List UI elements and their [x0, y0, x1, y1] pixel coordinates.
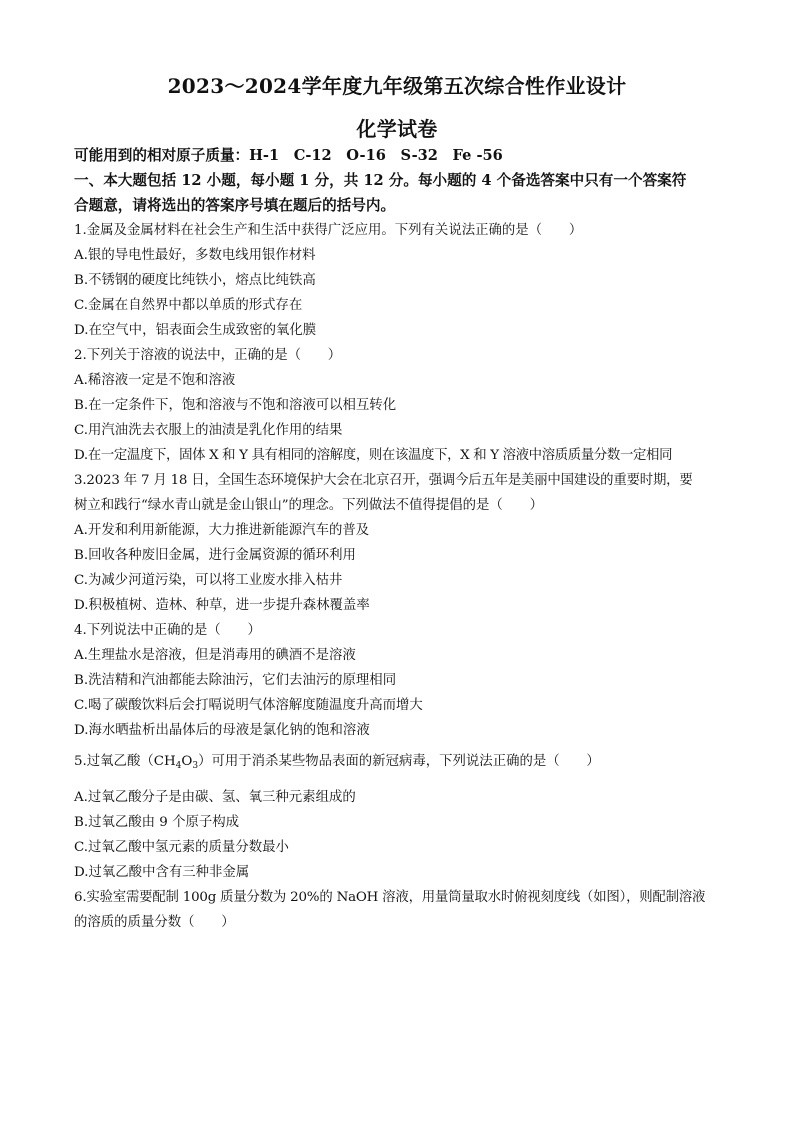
question-4-option-c: C.喝了碳酸饮料后会打嗝说明气体溶解度随温度升高而增大	[74, 698, 423, 713]
question-5-option-c: C.过氧乙酸中氢元素的质量分数最小	[74, 840, 289, 855]
section-instructions-line1: 一、本大题包括 12 小题，每小题 1 分，共 12 分。每小题的 4 个备选答案中只有一个答案符	[74, 172, 687, 189]
question-5-stem-prefix: 5.过氧乙酸（CH	[74, 754, 176, 769]
question-3-option-a: A.开发和利用新能源，大力推进新能源汽车的普及	[74, 523, 370, 538]
atomic-mass-note: 可能用到的相对原子质量：H-1 C-12 O-16 S-32 Fe -56	[74, 147, 503, 164]
question-1-option-a: A.银的导电性最好，多数电线用银作材料	[74, 248, 316, 263]
question-4-option-d: D.海水晒盐析出晶体后的母液是氯化钠的饱和溶液	[74, 723, 370, 738]
subject-title: 化学试卷	[356, 117, 438, 141]
question-6-stem-line2: 的溶质的质量分数（ ）	[74, 915, 235, 930]
question-5-stem-oxygen: O	[181, 754, 193, 769]
question-5-stem	[74, 752, 600, 776]
question-3-option-c: C.为减少河道污染，可以将工业废水排入枯井	[74, 573, 343, 588]
question-5-option-a: A.过氧乙酸分子是由碳、氢、氧三种元素组成的	[74, 790, 356, 805]
question-3-stem-line1: 3.2023 年 7 月 18 日，全国生态环境保护大会在北京召开，强调今后五年是美丽中国建设的重要时期，要	[74, 473, 693, 488]
question-1-stem: 1.金属及金属材料在社会生产和生活中获得广泛应用。下列有关说法正确的是（ ）	[74, 223, 583, 238]
question-3-stem-line2: 树立和践行“绿水青山就是金山银山”的理念。下列做法不值得提倡的是（ ）	[74, 498, 543, 513]
question-6-stem-line1: 6.实验室需要配制 100g 质量分数为 20%的 NaOH 溶液，用量筒量取水时俯视刻度线（如图），则配制溶液	[74, 890, 706, 905]
question-2-stem: 2.下列关于溶液的说法中，正确的是（ ）	[74, 348, 342, 363]
question-5-option-b: B.过氧乙酸由 9 个原子构成	[74, 815, 240, 830]
question-5-option-d: D.过氧乙酸中含有三种非金属	[74, 865, 250, 880]
question-2-option-d: D.在一定温度下，固体 X 和 Y 具有相同的溶解度，则在该温度下，X 和 Y 溶液中溶质质量分数一定相同	[74, 448, 673, 463]
section-instructions-line2: 合题意，请将选出的答案序号填在题后的括号内。	[74, 197, 396, 214]
question-5-subscript-h: 4	[175, 761, 182, 771]
question-4-stem: 4.下列说法中正确的是（ ）	[74, 623, 261, 638]
question-3-option-d: D.积极植树、造林、种草，进一步提升森林覆盖率	[74, 598, 370, 613]
question-5-stem-suffix: ）可用于消杀某些物品表面的新冠病毒，下列说法正确的是（ ）	[198, 754, 600, 769]
exam-title: 2023～2024学年度九年级第五次综合性作业设计	[167, 74, 627, 98]
question-4-option-a: A.生理盐水是溶液，但是消毒用的碘酒不是溶液	[74, 648, 356, 663]
question-5-subscript-o: 3	[192, 761, 199, 771]
question-3-option-b: B.回收各种废旧金属，进行金属资源的循环利用	[74, 548, 356, 563]
question-1-option-b: B.不锈钢的硬度比纯铁小，熔点比纯铁高	[74, 273, 316, 288]
question-2-option-b: B.在一定条件下，饱和溶液与不饱和溶液可以相互转化	[74, 398, 397, 413]
question-1-option-c: C.金属在自然界中都以单质的形式存在	[74, 298, 303, 313]
question-4-option-b: B.洗洁精和汽油都能去除油污，它们去油污的原理相同	[74, 673, 397, 688]
question-1-option-d: D.在空气中，铝表面会生成致密的氧化膜	[74, 323, 317, 338]
question-2-option-c: C.用汽油洗去衣服上的油渍是乳化作用的结果	[74, 423, 343, 438]
question-2-option-a: A.稀溶液一定是不饱和溶液	[74, 373, 236, 388]
